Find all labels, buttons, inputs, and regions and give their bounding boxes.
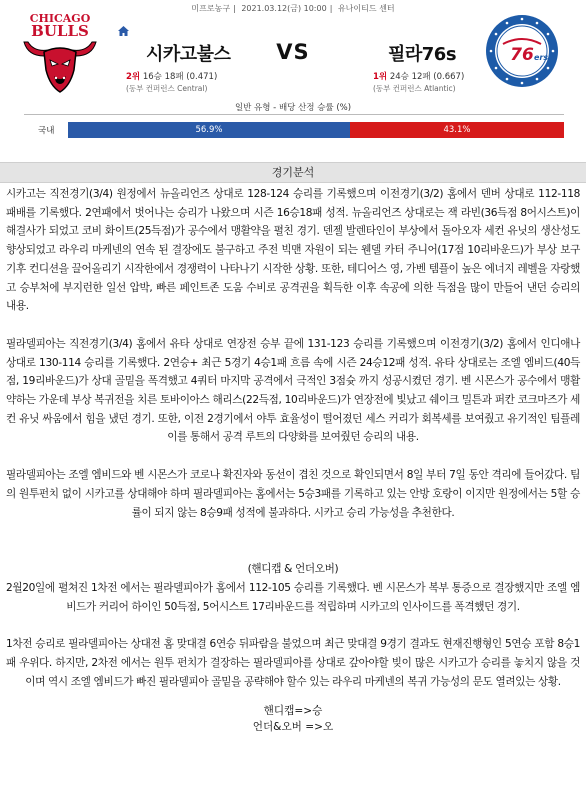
sixers-logo-icon — [485, 14, 559, 88]
analysis-paragraph-prediction: 1차전 승리로 필라델피아는 상대전 홈 맞대결 6연승 뒤파람을 불었으며 최근 맞대결 9경기 결과도 현재진행형인 5연승 포함 8승1패 우위다. 하지만, 2차전 에서는 원투 펀치가 결장하는 필라델피아를 상대로 갚아야할 빚이 많은 시카고가 승리를 놓치지 않을 것이며 역시 조엘 엠비드가 빠진 필라델피아 골밑을 공략해야 할수 있는 라우리 마케넨의 복귀 가능성의 문도 열려있는 상황. — [6, 638, 580, 688]
svg-text:CHICAGO: CHICAGO — [29, 12, 91, 25]
match-meta: 미프로농구 | 2021.03.12(금) 10:00 | 유나이티드 센터 — [191, 4, 395, 13]
away-win-prob-bar: 43.1% — [350, 122, 564, 138]
analysis-paragraph-away: 필라델피아는 직전경기(3/4) 홈에서 유타 상대로 연장전 승부 끝에 131-123 승리를 기록했으며 이전경기(3/2) 홈에서 인디애나 상대로 130-114 승리를 기록했다. 2연승+ 최근 5경기 4승1패 흐름 속에 시즌 24승12패 성적. 유타 상대로는 조엘 엠비드(40득점, 19리바운드)가 상대 골밑을 폭격했고 4쿼터 마지막 공격에서 극적인 3점슛 까지 성공시켰던 경기. 벤 시몬스가 공수에서 맹활약하는 가운데 부상 복귀전을 치른 토바이아스 해리스(22득점, 10리바운드)가 연장전에 빛났고 쉐이크 밀튼과 퍼칸 코크마즈가 세컨 유닛 싸움에서 힘을 냈던 경기. 또한, 이전 2경기에서 야투 효율성이 떨어졌던 세스 커리가 회복세를 보여줬고 유기적인 팀플레이를 통해서 공격 루트의 다양화를 보여줬던 승리의 내용. — [6, 337, 580, 444]
analysis-header: 경기분석 — [0, 162, 586, 183]
league-label: 미프로농구 — [191, 4, 231, 13]
home-win-prob-bar: 56.9% — [68, 122, 350, 138]
home-team-conference: (동부 컨퍼런스 Central) — [126, 84, 208, 93]
overunder-pick: 언더&오버 =>오 — [252, 721, 334, 734]
away-team-name: 필라76s — [388, 44, 457, 65]
home-team-record — [126, 70, 217, 82]
handicap-pick: 핸디캡=>승 — [263, 705, 323, 718]
home-icon — [118, 26, 129, 36]
analysis-paragraph-summary: 필라델피아는 조엘 엠비드와 벤 시몬스가 코로나 확진자와 동선이 겹친 것으로 확인되면서 8일 부터 7일 동안 격리에 들어갔다. 팀의 원투펀치 없이 시카고를 상대해야 하며 필라델피아는 홈에서는 5승3패를 기록하고 있는 안방 호랑이 이지만 원정에서는 5할 승률이 되지 않는 8승9패 성적에 불과하다. 시카고 승리 가능성을 추천한다. — [6, 469, 580, 519]
svg-text:BULLS: BULLS — [31, 22, 89, 40]
analysis-body — [6, 185, 580, 735]
analysis-paragraph-home: 시카고는 직전경기(3/4) 원정에서 뉴올리언즈 상대로 128-124 승리를 기록했으며 이전경기(3/2) 홈에서 덴버 상대로 112-118 패배를 기록했다. 2연패에서 벗어나는 승리가 나왔으며 시즌 16승18패 성적. 뉴올리언즈 상대로는 잭 라빈(36득점 8어시스트)이 해결사가 되었고 코비 화이트(25득점)가 공수에서 맹활약을 펼친 경기. 덴젤 발렌타인이 부상에서 돌아오자 세컨 유닛의 생산성도 향상되었고 라우리 마케넨의 연속 된 결장에도 불구하고 주전 빅맨 자원이 되는 웬델 카터 주니어(17점 10리바운드)가 부상 보구기후 컨디션을 끌어올리기 시작한에서 경쟁력이 나타나기 시작한 상황. 또한, 테디어스 영, 가벤 템플이 높은 에너지 레벨을 자랑했고 승부처에 부지런한 일선 압박, 빠른 페인트존 도움 수비로 공격권을 획득한 이후 속공에 의한 득점을 많이 만들어 낸던 승리의 내용. — [6, 188, 580, 313]
svg-text:ers: ers — [534, 53, 549, 62]
away-team-record — [373, 70, 464, 82]
venue-label: 유나이티드 센터 — [337, 4, 395, 13]
svg-text:76: 76 — [510, 45, 534, 65]
odds-divider — [24, 114, 564, 115]
home-team-name: 시카고불스 — [146, 44, 231, 65]
analysis-paragraph-first-meeting: 2월20일에 펼쳐진 1차전 에서는 필라델피아가 홈에서 112-105 승리를 기록했다. 벤 시몬스가 복부 통증으로 결장했지만 조엘 엠비드가 커리어 하이인 50득점, 5어시스트 17리바운드를 적립하며 시카고의 인사이드를 폭격했던 경기. — [6, 581, 580, 613]
away-team-rank: 1위 — [373, 72, 388, 82]
odds-title: 일반 유형 - 배당 산정 승률 (%) — [234, 103, 352, 113]
away-team-winloss: 24승 12패 (0.667) — [389, 72, 465, 82]
home-team-rank: 2위 — [126, 72, 141, 82]
odds-label: 국내 — [38, 126, 55, 136]
home-team-winloss: 16승 18패 (0.471) — [142, 72, 218, 82]
away-team-conference: (동부 컨퍼런스 Atlantic) — [373, 84, 456, 93]
handicap-section-title: (핸디캡 & 언더오버) — [247, 563, 339, 576]
vs-label: VS — [276, 40, 310, 64]
match-datetime: 2021.03.12(금) 10:00 — [241, 4, 327, 13]
odds-bar-row — [24, 122, 564, 138]
